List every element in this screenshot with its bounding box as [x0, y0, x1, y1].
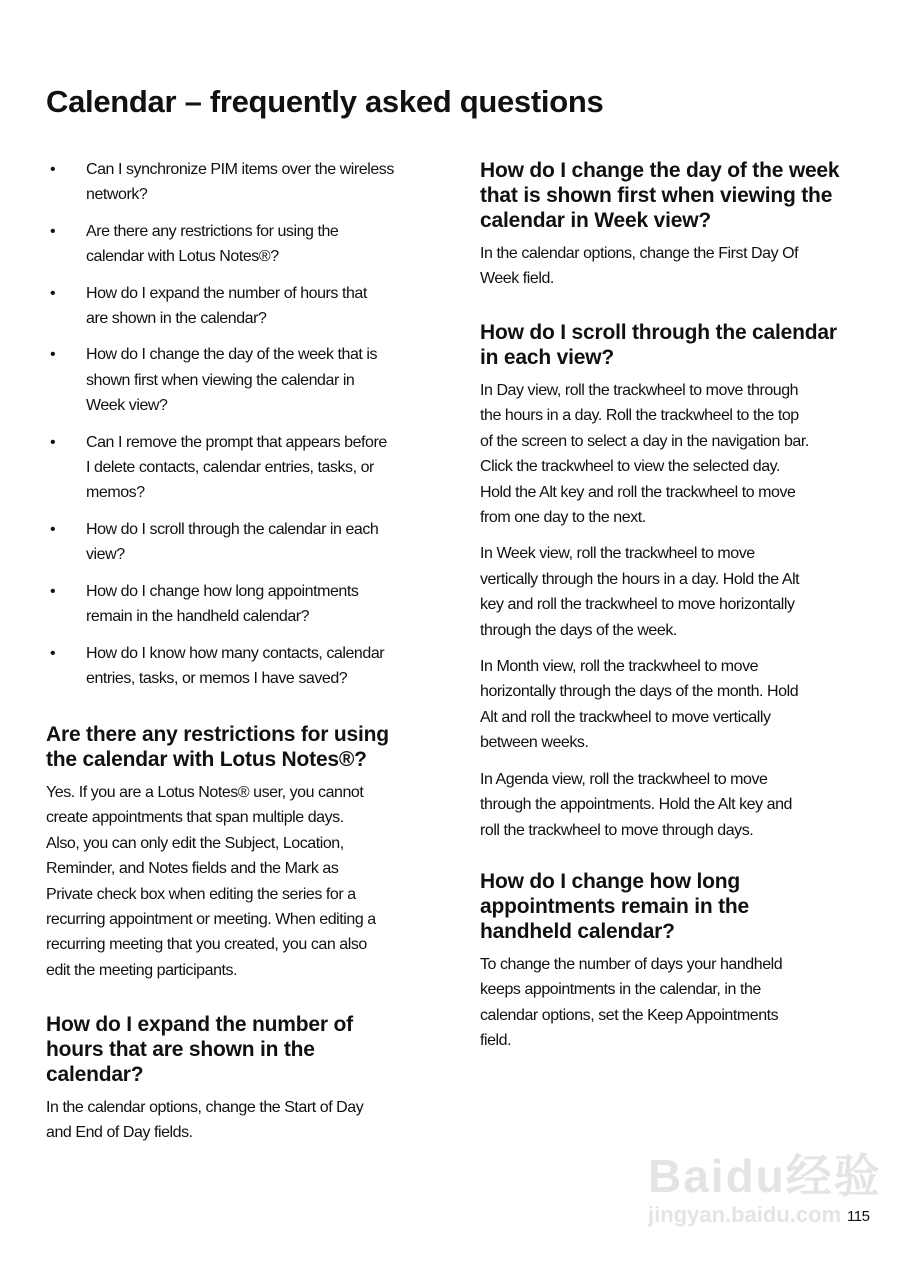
section-heading: How do I change how long appointments remain in the handheld calendar?: [480, 870, 749, 943]
list-item: • Can I remove the prompt that appears before I delete contacts, calendar entries, tasks, or memos?: [46, 430, 446, 506]
faq-section-scroll: [480, 320, 900, 854]
section-paragraph: In the calendar options, change the Start of Day and End of Day fields.: [46, 1099, 364, 1142]
faq-section-keep-appointments: [480, 869, 900, 1065]
question-list: [46, 157, 446, 702]
faq-section-expand-hours: [46, 1012, 446, 1157]
faq-section-first-day: [480, 158, 900, 303]
faq-section-lotus-notes: [46, 722, 446, 994]
list-item: • Can I synchronize PIM items over the wireless network?: [46, 157, 446, 208]
watermark-logo: Baidu经验: [648, 1150, 882, 1202]
bullet-icon: •: [50, 433, 56, 451]
section-paragraph: In the calendar options, change the First Day Of Week field.: [480, 245, 799, 288]
section-paragraph: In Day view, roll the trackwheel to move through the hours in a day. Roll the trackwheel to the top of the screen to select a day in the navigation bar. Click the trackwheel to view the selected day. Hold the Alt key and roll the trackwheel to move from one day to the next.: [480, 382, 809, 527]
list-item: • Are there any restrictions for using the calendar with Lotus Notes®?: [46, 219, 446, 270]
bullet-icon: •: [50, 222, 56, 240]
bullet-icon: •: [50, 161, 56, 178]
bullet-icon: •: [50, 520, 56, 538]
section-heading: Are there any restrictions for using the calendar with Lotus Notes®?: [46, 723, 389, 771]
list-item: • How do I change the day of the week that is shown first when viewing the calendar in Week view?: [46, 342, 446, 418]
bullet-icon: •: [50, 644, 56, 662]
section-paragraph: To change the number of days your handheld keeps appointments in the calendar, in the calendar options, set the Keep Appointments field.: [480, 956, 783, 1050]
list-item: • How do I expand the number of hours that are shown in the calendar?: [46, 281, 446, 332]
section-paragraph: In Month view, roll the trackwheel to move horizontally through the days of the month. Hold Alt and roll the trackwheel to move vertically between weeks.: [480, 658, 799, 752]
section-paragraph: In Agenda view, roll the trackwheel to move through the appointments. Hold the Alt key and roll the trackwheel to move through days.: [480, 770, 792, 839]
list-item: • How do I change how long appointments remain in the handheld calendar?: [46, 579, 446, 630]
bullet-icon: •: [50, 346, 56, 364]
section-paragraph: In Week view, roll the trackwheel to move vertically through the hours in a day. Hold the Alt key and roll the trackwheel to move horizontally through the days of the week.: [480, 545, 800, 639]
bullet-icon: •: [50, 284, 56, 302]
section-heading: How do I change the day of the week that is shown first when viewing the calendar in Week view?: [480, 159, 840, 232]
section-heading: How do I scroll through the calendar in each view?: [480, 321, 837, 369]
page-number: 115: [847, 1208, 870, 1225]
list-item: • How do I scroll through the calendar in each view?: [46, 517, 446, 568]
page-title: Calendar – frequently asked questions: [46, 84, 604, 119]
list-item: • How do I know how many contacts, calendar entries, tasks, or memos I have saved?: [46, 641, 446, 692]
section-paragraph: Yes. If you are a Lotus Notes® user, you cannot create appointments that span multiple days. Also, you can only edit the Subject, Location, Reminder, and Notes fields and the Mark as Private check box when editing the series for a recurring appointment or meeting. When editing a recurring meeting that you created, you can also edit the meeting participants.: [46, 784, 376, 979]
section-heading: How do I expand the number of hours that are shown in the calendar?: [46, 1013, 353, 1086]
bullet-icon: •: [50, 582, 56, 600]
watermark-url: jingyan.baidu.com: [648, 1202, 842, 1227]
